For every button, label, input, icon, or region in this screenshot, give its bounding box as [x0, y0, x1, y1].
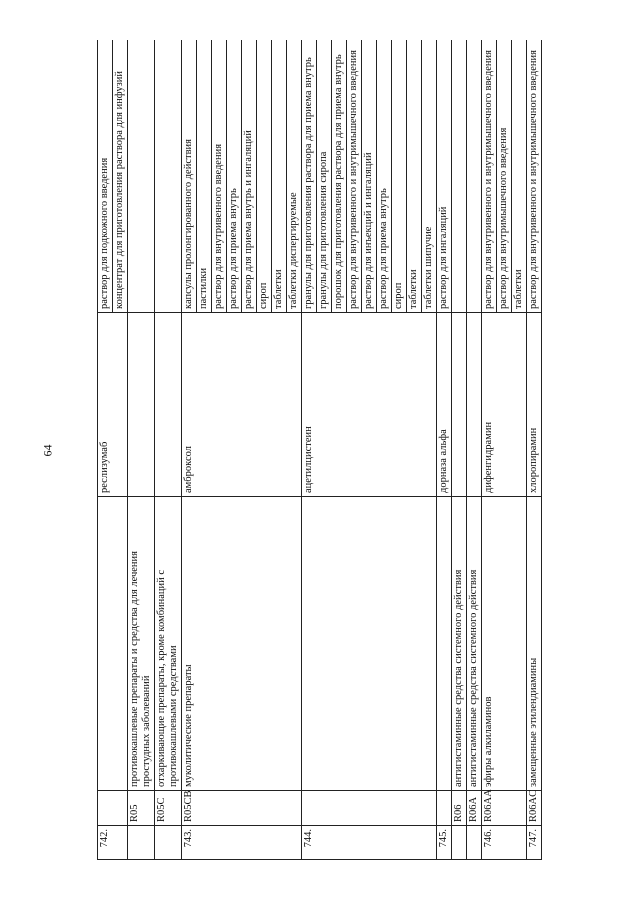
dosage-form-cell — [452, 40, 467, 313]
dosage-form-cell: раствор для приема внутрь — [377, 40, 392, 313]
table-row — [452, 40, 467, 860]
dosage-form-cell: сироп — [392, 40, 407, 313]
anatomical-therapeutic-group-cell — [98, 497, 128, 791]
drug-name-cell: реслизумаб — [98, 313, 128, 497]
row-number-cell: 747. — [527, 826, 542, 860]
dosage-form-cell: порошок для приготовления раствора для приема внутрь — [332, 40, 347, 313]
dosage-form-cell: раствор для инъекций и ингаляций — [362, 40, 377, 313]
anatomical-therapeutic-group-cell: отхаркивающие препараты, кроме комбинаций с противокашлевыми средствами — [155, 497, 182, 791]
dosage-form-cell: концентрат для приготовления раствора для инфузий — [113, 40, 128, 313]
table-row — [527, 40, 542, 860]
dosage-form-cell: гранулы для приготовления сиропа — [317, 40, 332, 313]
anatomical-therapeutic-group-cell: эфиры алкиламинов — [482, 497, 527, 791]
row-number-cell: 746. — [482, 826, 527, 860]
anatomical-therapeutic-group-cell: замещенные этилендиамины — [527, 497, 542, 791]
table-row — [155, 40, 182, 860]
anatomical-therapeutic-group-cell: муколитические препараты — [182, 497, 302, 791]
atc-code-cell: R05 — [128, 791, 155, 826]
row-number-cell — [155, 826, 182, 860]
anatomical-therapeutic-group-cell: противокашлевые препараты и средства для лечения простудных заболеваний — [128, 497, 155, 791]
drug-list-table-frame — [97, 40, 580, 860]
atc-code-cell: R05CB — [182, 791, 302, 826]
dosage-form-cell: раствор для подкожного введения — [98, 40, 113, 313]
dosage-form-cell: раствор для ингаляций — [437, 40, 452, 313]
dosage-form-cell: таблетки — [272, 40, 287, 313]
dosage-form-cell: раствор для внутривенного и внутримышечного введения — [527, 40, 542, 313]
dosage-form-cell: таблетки шипучие — [422, 40, 437, 313]
drug-name-cell — [452, 313, 467, 497]
dosage-form-cell — [467, 40, 482, 313]
dosage-form-cell: раствор для приема внутрь — [227, 40, 242, 313]
drug-name-cell — [128, 313, 155, 497]
anatomical-therapeutic-group-cell — [302, 497, 437, 791]
drug-name-cell: дорназа альфа — [437, 313, 452, 497]
table-row — [302, 40, 317, 860]
atc-code-cell: R06 — [452, 791, 467, 826]
drug-name-cell: амброксол — [182, 313, 302, 497]
drug-name-cell: хлоропирамин — [527, 313, 542, 497]
page-number: 64 — [40, 444, 55, 457]
drug-name-cell — [155, 313, 182, 497]
dosage-form-cell: раствор для внутривенного введения — [212, 40, 227, 313]
table-row — [98, 40, 113, 860]
row-number-cell: 742. — [98, 826, 128, 860]
dosage-form-cell: пастилки — [197, 40, 212, 313]
table-row — [437, 40, 452, 860]
table-row — [467, 40, 482, 860]
atc-code-cell: R06AA — [482, 791, 527, 826]
dosage-form-cell — [128, 40, 155, 313]
atc-code-cell — [98, 791, 128, 826]
atc-code-cell: R05C — [155, 791, 182, 826]
row-number-cell — [467, 826, 482, 860]
dosage-form-cell: капсулы пролонгированного действия — [182, 40, 197, 313]
atc-code-cell — [302, 791, 437, 826]
dosage-form-cell: таблетки диспергируемые — [287, 40, 302, 313]
row-number-cell — [128, 826, 155, 860]
row-number-cell: 743. — [182, 826, 302, 860]
drug-list-table — [97, 40, 542, 860]
anatomical-therapeutic-group-cell: антигистаминные средства системного действия — [467, 497, 482, 791]
atc-code-cell: R06AC — [527, 791, 542, 826]
drug-list-table-rotated — [97, 40, 542, 860]
row-number-cell — [452, 826, 467, 860]
dosage-form-cell: раствор для приема внутрь и ингаляций — [242, 40, 257, 313]
dosage-form-cell: гранулы для приготовления раствора для приема внутрь — [302, 40, 317, 313]
atc-code-cell — [437, 791, 452, 826]
dosage-form-cell: раствор для внутривенного и внутримышечного введения — [347, 40, 362, 313]
table-row — [482, 40, 497, 860]
drug-list-table-body — [98, 40, 542, 860]
drug-name-cell — [467, 313, 482, 497]
atc-code-cell: R06A — [467, 791, 482, 826]
anatomical-therapeutic-group-cell — [437, 497, 452, 791]
table-row — [128, 40, 155, 860]
row-number-cell: 745. — [437, 826, 452, 860]
dosage-form-cell — [155, 40, 182, 313]
row-number-cell: 744. — [302, 826, 437, 860]
dosage-form-cell: раствор для внутримышечного введения — [497, 40, 512, 313]
dosage-form-cell: раствор для внутривенного и внутримышечного введения — [482, 40, 497, 313]
drug-name-cell: ацетилцистеин — [302, 313, 437, 497]
drug-name-cell: дифенгидрамин — [482, 313, 527, 497]
dosage-form-cell: таблетки — [407, 40, 422, 313]
anatomical-therapeutic-group-cell: антигистаминные средства системного действия — [452, 497, 467, 791]
dosage-form-cell: сироп — [257, 40, 272, 313]
dosage-form-cell: таблетки — [512, 40, 527, 313]
table-row — [182, 40, 197, 860]
